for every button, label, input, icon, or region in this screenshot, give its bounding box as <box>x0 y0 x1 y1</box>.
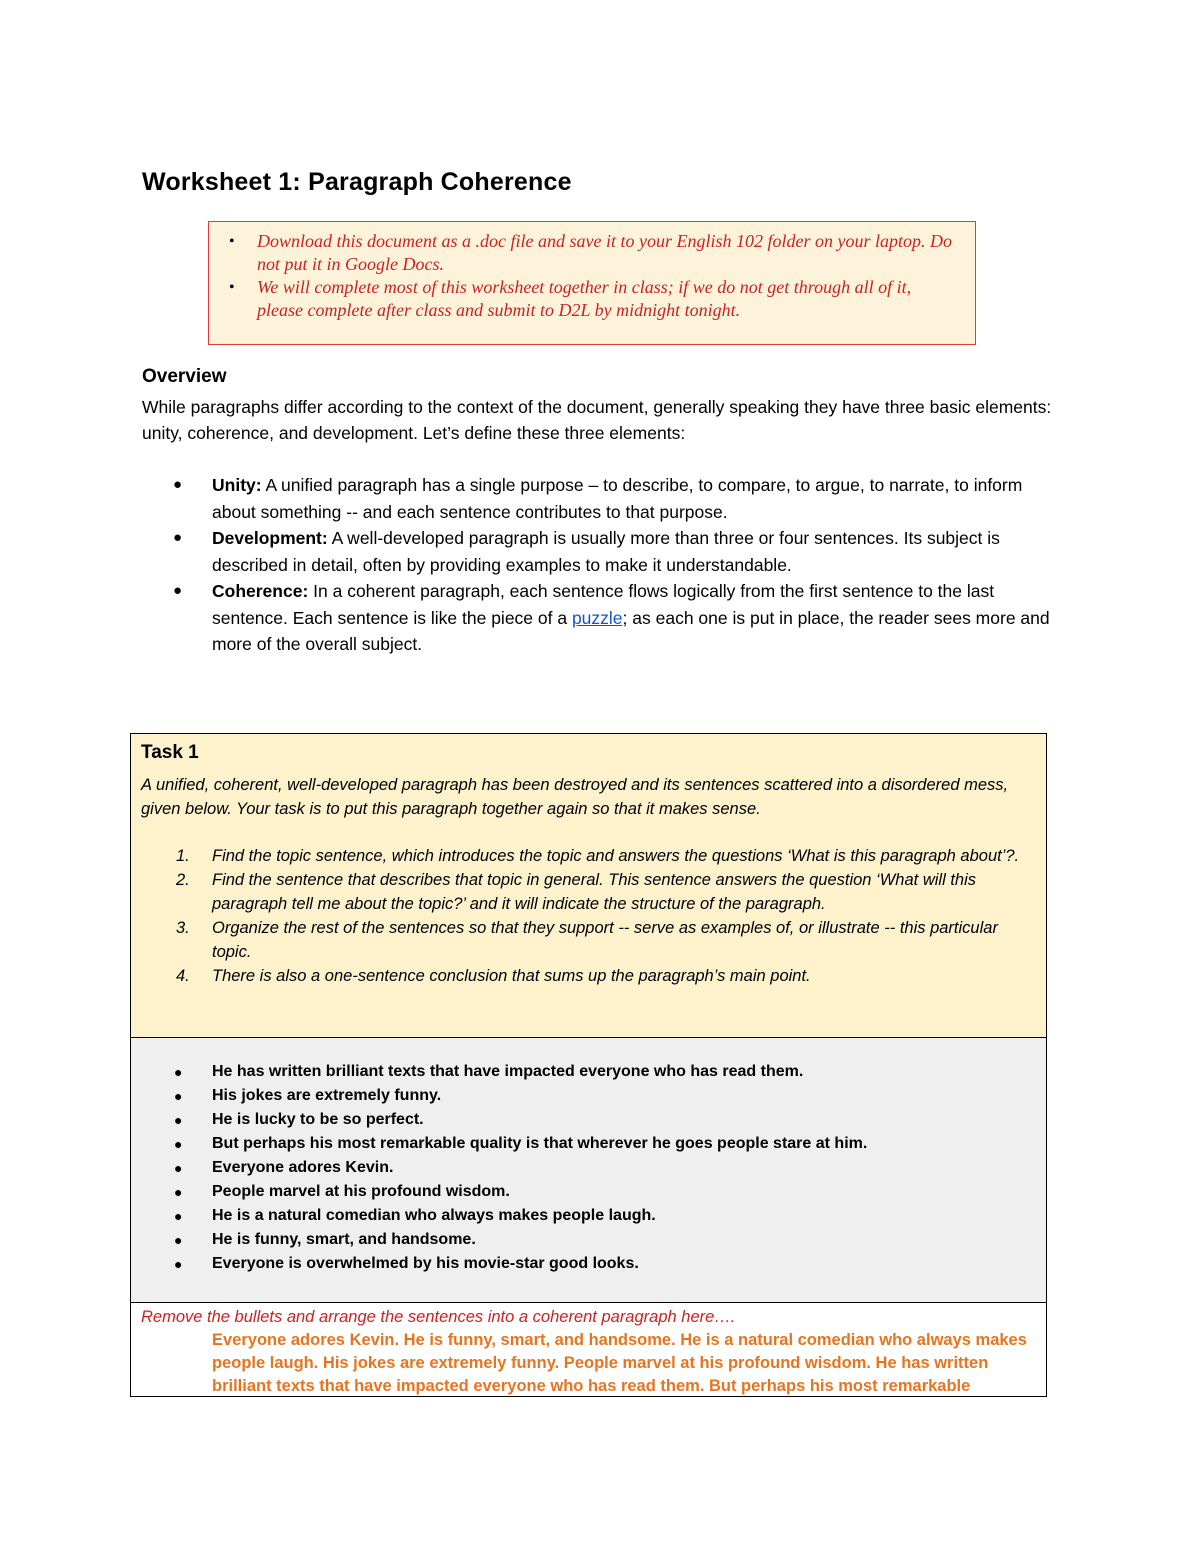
bullet-icon: ● <box>174 1208 183 1224</box>
sentence-item: ● He is lucky to be so perfect. <box>212 1108 1022 1132</box>
bullet-icon: ● <box>174 1088 183 1104</box>
task-table <box>130 733 1047 1397</box>
puzzle-link[interactable]: puzzle <box>571 607 623 628</box>
notice-list <box>229 230 961 322</box>
task-instructions-cell <box>131 734 1046 1038</box>
page-title: Worksheet 1: Paragraph Coherence <box>142 168 572 196</box>
overview-paragraph: While paragraphs differ according to the context of the document, generally speaking they have three basic elements: unity, coherence, and development. Let’s define these three elements: <box>142 397 1052 443</box>
bullet-icon: ● <box>173 476 183 493</box>
sentence-item: ● Everyone adores Kevin. <box>212 1156 1022 1180</box>
bullet-icon: ● <box>174 1184 183 1200</box>
bullet-icon: ● <box>174 1112 183 1128</box>
answer-text[interactable]: Everyone adores Kevin. He is funny, smart, and handsome. He is a natural comedian who always makes people laugh. His jokes are extremely funny. People marvel at his profound wisdom. He has written brilliant texts that have impacted everyone who has read them. But perhaps his most remarkable <box>212 1331 1027 1395</box>
sentence-item: ● His jokes are extremely funny. <box>212 1084 1022 1108</box>
scrambled-sentences-cell <box>131 1038 1046 1303</box>
notice-item: • We will complete most of this worksheet together in class; if we do not get through all of it, please complete after class and submit to D2L by midnight tonight. <box>229 277 912 320</box>
task-step: 3. Organize the rest of the sentences so that they support -- serve as examples of, or illustrate -- this particular topic. <box>176 919 998 961</box>
task-step: 1. Find the topic sentence, which introduces the topic and answers the questions ‘What is this paragraph about’?. <box>176 847 1020 865</box>
bullet-icon: ● <box>174 1064 183 1080</box>
element-unity: ● Unity: A unified paragraph has a single purpose – to describe, to compare, to argue, to narrate, to inform about something -- and each sentence contributes to that purpose. <box>212 472 1062 525</box>
bullet-icon: ● <box>174 1136 183 1152</box>
notice-box <box>208 221 976 345</box>
answer-instruction: Remove the bullets and arrange the sentences into a coherent paragraph here…. <box>141 1308 736 1326</box>
sentence-item: ● But perhaps his most remarkable quality is that wherever he goes people stare at him. <box>212 1132 1022 1156</box>
element-coherence: ● Coherence: In a coherent paragraph, each sentence flows logically from the first sentence to the last sentence. Each sentence is like the piece of a puzzle; as each one is put in place, the reader sees more and more of the overall subject. <box>212 578 1062 658</box>
bullet-icon: ● <box>174 1256 183 1272</box>
bullet-icon: • <box>229 233 235 250</box>
bullet-icon: ● <box>173 582 183 599</box>
elements-list <box>173 472 1062 658</box>
bullet-icon: ● <box>173 529 183 546</box>
sentence-item: ● He is funny, smart, and handsome. <box>212 1228 1022 1252</box>
bullet-icon: • <box>229 279 235 296</box>
bullet-icon: ● <box>174 1232 183 1248</box>
answer-cell[interactable] <box>131 1303 1046 1396</box>
task-title: Task 1 <box>141 742 199 763</box>
sentence-list <box>174 1060 1022 1276</box>
task-step: 2. Find the sentence that describes that topic in general. This sentence answers the question ‘What will this paragraph tell me about the topic?’ and it will indicate the structure of the paragraph. <box>176 871 976 913</box>
overview-heading: Overview <box>142 366 227 387</box>
task-intro: A unified, coherent, well-developed paragraph has been destroyed and its sentences scattered into a disordered mess, given below. Your task is to put this paragraph together again so that it makes sense. <box>141 776 1009 818</box>
sentence-item: ● He is a natural comedian who always makes people laugh. <box>212 1204 1022 1228</box>
sentence-item: ● People marvel at his profound wisdom. <box>212 1180 1022 1204</box>
sentence-item: ● He has written brilliant texts that have impacted everyone who has read them. <box>212 1060 1022 1084</box>
sentence-item: ● Everyone is overwhelmed by his movie-star good looks. <box>212 1252 1022 1276</box>
bullet-icon: ● <box>174 1160 183 1176</box>
element-development: ● Development: A well-developed paragraph is usually more than three or four sentences. Its subject is described in detail, often by providing examples to make it understandable. <box>212 525 1062 578</box>
notice-item: • Download this document as a .doc file and save it to your English 102 folder on your laptop. Do not put it in Google Docs. <box>229 231 952 274</box>
task-steps <box>176 844 1022 988</box>
task-step: 4. There is also a one-sentence conclusion that sums up the paragraph’s main point. <box>176 967 811 985</box>
